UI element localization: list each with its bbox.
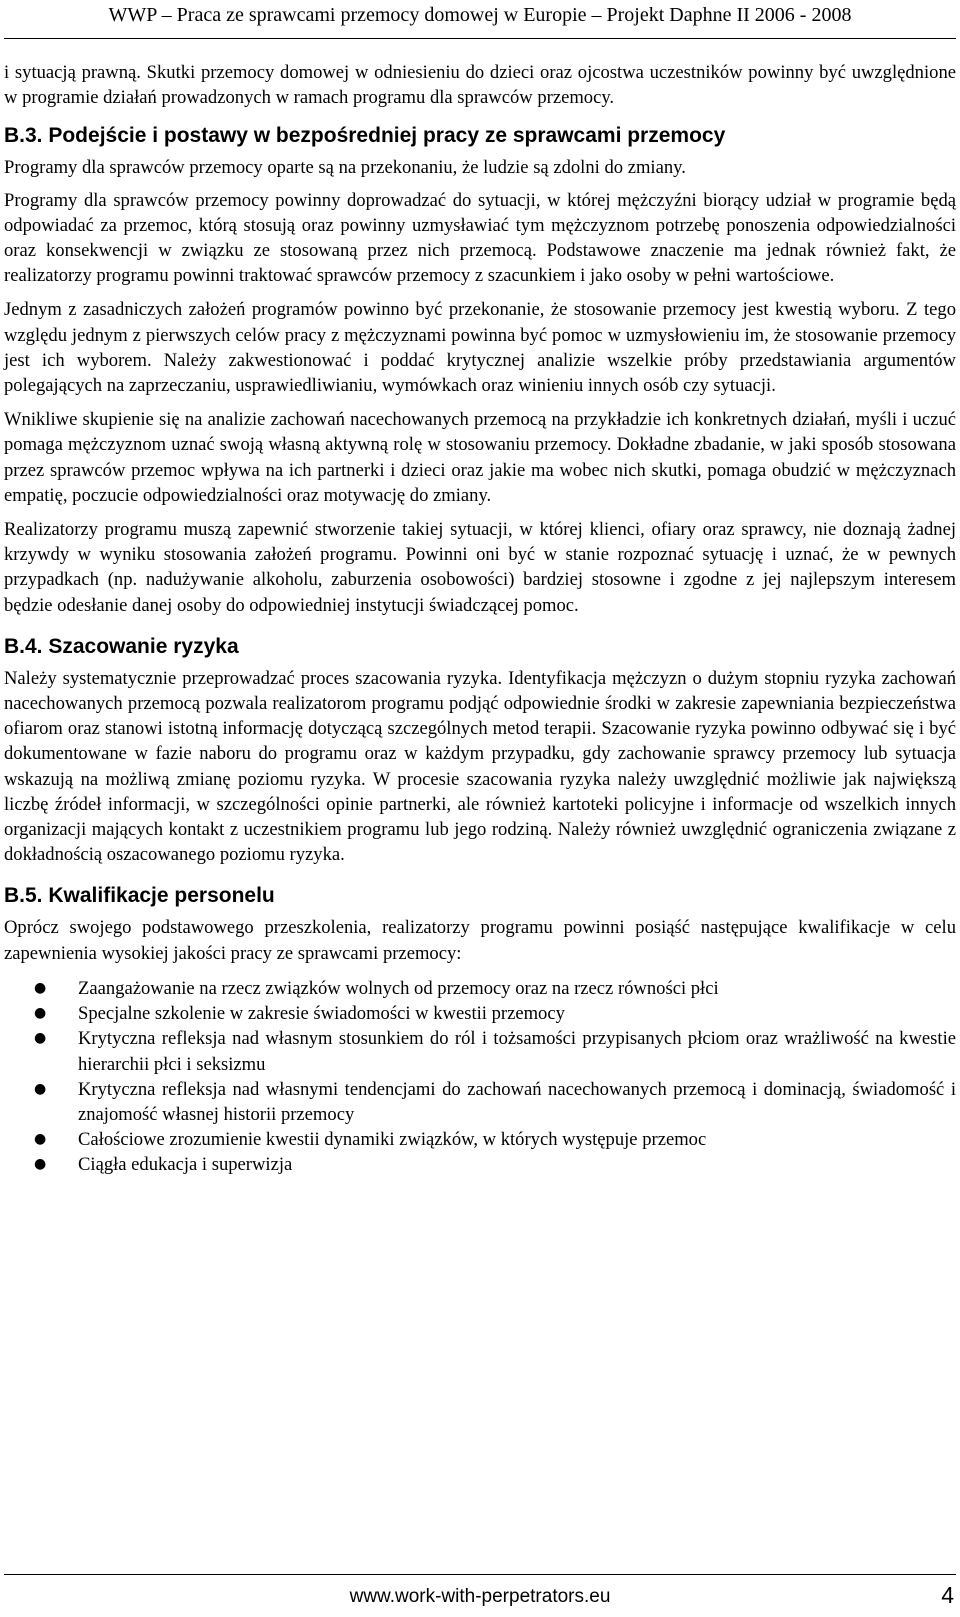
- section-b4-paragraph: Należy systematycznie przeprowadzać proces szacowania ryzyka. Identyfikacja mężczyzn o dużym stopniu ryzyka zachowań nacechowanych przemocą pozwala realizatorom programu podjąć odpowiednie środki w zakresie zapewniania bezpieczeństwa ofiarom oraz stanowi istotną informację dotyczącą szczególnych metod terapii. Szacowanie ryzyka powinno odbywać się i być dokumentowane w fazie naboru do programu oraz w każdym przypadku, gdy zachowanie sprawcy przemocy lub sytuacja wskazują na możliwą zmianę poziomu ryzyka. W procesie szacowania ryzyka należy uwzględnić możliwie jak największą liczbę źródeł informacji, w szczególności opinie partnerki, ale również kartoteki policyjne i informacje od wszelkich innych organizacji mających kontakt z uczestnikiem programu lub jego rodziną. Należy również uwzględnić ograniczenia związane z dokładnością oszacowanego poziomu ryzyka.: [4, 667, 956, 866]
- list-item: [4, 1026, 956, 1076]
- section-b5-heading: B.5. Kwalifikacje personelu: [4, 884, 275, 908]
- section-b3-heading: B.3. Podejście i postawy w bezpośredniej pracy ze sprawcami przemocy: [4, 124, 726, 148]
- list-item: [4, 976, 956, 1001]
- section-b5-paragraph: Oprócz swojego podstawowego przeszkolenia, realizatorzy programu powinni posiąść następujące kwalifikacje w celu zapewnienia wysokiej jakości pracy ze sprawcami przemocy:: [4, 917, 956, 964]
- page-footer: [4, 1574, 956, 1615]
- list-item: [4, 1127, 956, 1152]
- list-item-text: Krytyczna refleksja nad własnymi tendencjami do zachowań nacechowanych przemocą i dominacją, świadomość i znajomość własnej historii przemocy: [78, 1078, 956, 1125]
- header-title: WWP – Praca ze sprawcami przemocy domowej w Europie – Projekt Daphne II 2006 - 2008: [108, 4, 852, 26]
- footer-url: www.work-with-perpetrators.eu: [349, 1586, 611, 1607]
- page-content: [4, 60, 956, 1178]
- section-b3-paragraph-3: Jednym z zasadniczych założeń programów powinno być przekonanie, że stosowanie przemocy jest kwestią wyboru. Z tego względu jednym z pierwszych celów pracy z mężczyznami powinna być pomoc w uzmysłowieniu im, że stosowanie przemocy jest ich wyborem. Należy zakwestionować i poddać krytycznej analizie wszelkie próby przedstawiania argumentów polegających na zaprzeczaniu, usprawiedliwianiu, wymówkach oraz winieniu innych osób czy sytuacji.: [4, 299, 956, 397]
- qualifications-list: [4, 976, 956, 1178]
- section-b3-paragraph-4: Wnikliwe skupienie się na analizie zachowań nacechowanych przemocą na przykładzie ich konkretnych działań, myśli i uczuć pomaga mężczyznom uznać swoją własną aktywną rolę w stosowaniu przemocy. Dokładne zbadanie, w jaki sposób stosowana przez sprawców przemoc wpływa na ich partnerki i dzieci oraz jakie ma wobec nich skutki, pomaga obudzić w mężczyznach empatię, poczucie odpowiedzialności oraz motywację do zmiany.: [4, 409, 956, 506]
- bullet-icon: ●: [34, 1080, 47, 1097]
- list-item-text: Krytyczna refleksja nad własnym stosunkiem do ról i tożsamości przypisanych płciom oraz wrażliwość na kwestie hierarchii płci i seksizmu: [78, 1028, 956, 1075]
- list-item: [4, 1001, 956, 1026]
- section-b3-paragraph-5: Realizatorzy programu muszą zapewnić stworzenie takiej sytuacji, w której klienci, ofiary oraz sprawcy, nie doznają żadnej krzywdy w wyniku stosowania założeń programu. Powinni oni być w stanie rozpoznać sytuację i uznać, że w pewnych przypadkach (np. nadużywanie alkoholu, zaburzenia osobowości) bardziej stosowne i zgodne z jej najlepszym interesem będzie odesłanie danej osoby do odpowiedniej instytucji świadczącej pomoc.: [4, 519, 956, 616]
- bullet-icon: ●: [34, 1005, 47, 1022]
- section-b3-paragraph-2: Programy dla sprawców przemocy powinny doprowadzać do sytuacji, w której mężczyźni biorący udział w programie będą odpowiadać za przemoc, którą stosują oraz powinny uzmysławiać tym mężczyznom potrzebę ponoszenia odpowiedzialności oraz konsekwencji w związku ze stosowaną przez nich przemocą. Podstawowe znaczenie ma jednak również fakt, że realizatorzy programu powinni traktować sprawców przemocy z szacunkiem i jako osoby w pełni wartościowe.: [4, 189, 956, 287]
- bullet-icon: ●: [34, 1030, 47, 1047]
- bullet-icon: ●: [34, 1156, 47, 1173]
- intro-paragraph: i sytuacją prawną. Skutki przemocy domowej w odniesieniu do dzieci oraz ojcostwa uczestników powinny być uwzględnione w programie działań prowadzonych w ramach programu dla sprawców przemocy.: [4, 62, 956, 109]
- list-item: [4, 1152, 956, 1177]
- list-item-text: Zaangażowanie na rzecz związków wolnych od przemocy oraz na rzecz równości płci: [78, 977, 719, 999]
- list-item: [4, 1077, 956, 1127]
- list-item-text: Całościowe zrozumienie kwestii dynamiki związków, w których występuje przemoc: [78, 1129, 707, 1151]
- page-header: [4, 2, 956, 39]
- bullet-icon: ●: [34, 1131, 47, 1148]
- bullet-icon: ●: [34, 979, 47, 996]
- section-b3-paragraph-1: Programy dla sprawców przemocy oparte są na przekonaniu, że ludzie są zdolni do zmiany.: [4, 157, 686, 179]
- list-item-text: Ciągła edukacja i superwizja: [78, 1154, 293, 1176]
- list-item-text: Specjalne szkolenie w zakresie świadomości w kwestii przemocy: [78, 1003, 565, 1025]
- page-number: 4: [941, 1582, 954, 1608]
- section-b4-heading: B.4. Szacowanie ryzyka: [4, 634, 239, 658]
